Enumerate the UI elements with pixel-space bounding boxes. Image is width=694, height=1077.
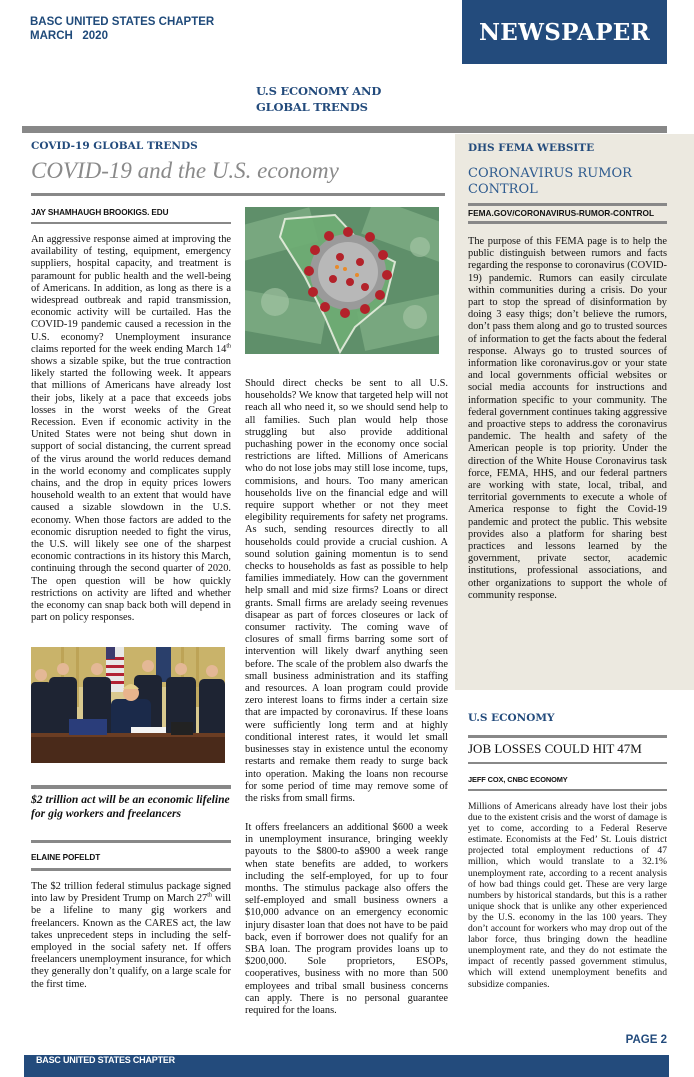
top-divider [22,126,667,133]
fema-kicker: DHS FEMA WEBSITE [468,142,595,154]
main-article-kicker: COVID-19 GLOBAL TRENDS [31,140,198,152]
economy-kicker: U.S ECONOMY [468,712,555,724]
masthead-date: MARCH 2020 [30,30,108,42]
economy-byline-divider [468,789,667,791]
page-number: PAGE 2 [625,1034,667,1046]
main-article-body [31,234,231,625]
economy-headline: JOB LOSSES COULD HIT 47M [468,741,642,756]
gig-article-top-divider [31,785,231,789]
main-article-byline: JAY SHAMHAUGH BROOKIGS. EDU [31,208,169,217]
section-title [256,83,381,115]
gig-article-byline: ELAINE POFELDT [31,853,101,862]
fema-title: CORONAVIRUS RUMOR CONTROL [468,166,632,197]
gig-headline-divider [31,840,231,843]
main-article-continued: Should direct checks be sent to all U.S. households? We know that targeted help will not reach all who need it, so we should send help to all families. Such plan would help those struggling but also provide additional puchashing power in the economy once social restrictions are lifted. Millions of Americans who do not lose jobs may still lose income, tups, commisions, and hours. Too many american households live on the financial edge and will require support whether or not they meet elegibility requirements for safety net programs. As such, sending resources directly to all households could provide a crucial cushion. A sound solution gaining momentun is to send checks to households as fast as possible to help families immediately. How can the government help small and mid size firms? Loans or direct grants. Small firms are arelady seeing revenues disapear as part of forces closeures or lack of consumer ractivity. The coming wave of closures of small firms barring some sort of intervention will likely dwarf anything seen before. The scale of the problem also dwarfs the small business administration and its staffing and resources. A loan program could provide zero interest loans to firms inder a certain size that are impacted by coronavirus. If these loans were sufficiently long term and at highly conditional interest rates, it would let small businesses stay in existence untul the economy restarts and remake them ready to surge back into operation. Making the loans non recourse for some period of time may remove some of the risks from small firms. [245,378,448,804]
economy-kicker-divider [468,735,667,738]
gig-article-body-part1: The $2 trillion federal stimulus package signed into law by President Trump on March 27 [31,881,231,905]
economy-byline: JEFF COX, CNBC ECONOMY [468,775,568,784]
fema-url-divider [468,221,667,224]
masthead-title: NEWSPAPER [462,0,667,64]
main-article-body-part2: shows a sizable spike, but the true contraction likely started the following week. It appears that millions of Americans have already lost their jobs, likely at a pace that exceeds jobs losses in the worst weeks of the Great Recession. Even if economic activity in the United States were not being shut down in support of social distancing, the current spread of the virus around the world reduces demand in the world economy and complicates supply chains, and the drop in equity prices lowers household wealth to an extent that would have caused a sizable slowdown in the U.S. economy. When those factors are added to the economic disruption needed to fight the virus, the U.S. will likely see one of the sharpest economic contractions in its history this March, continuing through the second quarter of 2020. The open question will be how quickly restrictions on activity are lifted and whether the economy can snap back both will depend in part on policy responses. [31,356,231,624]
section-title-line2: GLOBAL TRENDS [256,100,368,114]
byline-divider [31,222,231,224]
footer-org: BASC UNITED STATES CHAPTER [36,1055,175,1065]
gig-article-body-sup: th [207,892,212,899]
gig-byline-divider [31,868,231,871]
bill-signing-photo [31,647,225,763]
gig-article-continued: It offers freelancers an additional $600 a week in unemployment insurance, bringing weekly payouts to the $800-to a$900 a week range when state benefits are added, to workers including the self-employed, for up to four months. The stimulus package also offers the self-employed and small business owners a $10,000 advance on an emergency economic injury disaster loan that does not have to be paid back, even if borrower does not qualify for an SBA loan. The program provides loans up to $200,000. Sole proprietors, ESOPs, cooperatives, business with no more than 500 employees and tribal small business concerns can apply. There is no personal guarantee required for the loans. [245,822,448,1017]
economy-headline-divider [468,762,667,764]
economy-body: Millions of Americans already have lost their jobs due to the existent crisis and the worst of damage is yet to come, according to a Federal Reserve estimate. Economists at the Fed’ St. Louis district projected total employment reductions of 47 million, which would translate to a 32.1% unemployment rate, according to a recent analysis of how bad things could get. These are very large numbers by historical standards, but this is a rather unique shock that is unlike any other experienced by the U.S. economy in the las 100 years. They don’t account for workers who may drop out of the labor force, thus bringing down the headline unemployment rate, and they do not estimate the impact of recently passed government stimulus, which will extend unemployment benefits and subsidize companies. [468,801,667,990]
main-article-headline: COVID-19 and the U.S. economy [31,158,339,183]
headline-divider [31,193,445,196]
masthead-org [30,15,214,43]
fema-title-divider [468,203,667,206]
gig-article-body-part2: will be a lifeline to many gig workers and freelancers. Known as the CARES act, the law takes unprecedent steps in including the self-employed in the social safety net. If offers freelancers unemployment insurance, for which they generally don’t qualify, on a large scale for the first time. [31,893,231,990]
section-title-line1: U.S ECONOMY AND [256,84,382,98]
gig-article-body [31,881,231,991]
coronavirus-money-photo [245,207,439,354]
main-article-body-part1: An aggressive response aimed at improving the availability of testing, equipment, emergency suppliers, hospital capacity, and treatment is paramount for public health and the well-being of Americans. In addition, as long as there is a widespread outbreak and rapid transmission, economic activity will be curtailed. Has the COVID-19 pandemic caused a recession in the U.S. economy? Unemployment insurance claims reported for the week ending March 14 [31,234,231,355]
gig-article-headline: $2 trillion act will be an economic lifeline for gig workers and freelancers [31,793,230,820]
main-article-body-sup: th [226,343,231,350]
masthead-org-name: BASC UNITED STATES CHAPTER [30,16,215,28]
fema-url[interactable]: FEMA.GOV/CORONAVIRUS-RUMOR-CONTROL [468,208,655,218]
fema-body: The purpose of this FEMA page is to help the public distinguish between rumors and facts regarding the response to coronavirus (COVID-19) pandemic. Rumors can easily circulate within communities during a crisis. Do your part to stop the spread of disinformation by doing 3 easy thigs; don’t believe the rumors, don’t pass them along and go to trusted sources of information to get the facts about the federal response. Always go to trusted sources of information like coronavirus.gov or your state and local governments official websites or social media accounts for instructions and information specific to your community. The federal government continues taking aggressive and proactive steps to address the coronavirus pandemic. The health and safety of the American people is top priority. Under the direction of the White House Coronavirus task force, FEMA, HHS, and our federal partners are working with state, local, tribal, and territorial governments to execute a whole of America response to fight the Covid-19 pandemic and protect the public. This website provides also a platform for sharing best practices and lessons learned by the government, private sector, academic institutions, professional associations, and other organizations to support the whole of community response. [468,236,667,601]
